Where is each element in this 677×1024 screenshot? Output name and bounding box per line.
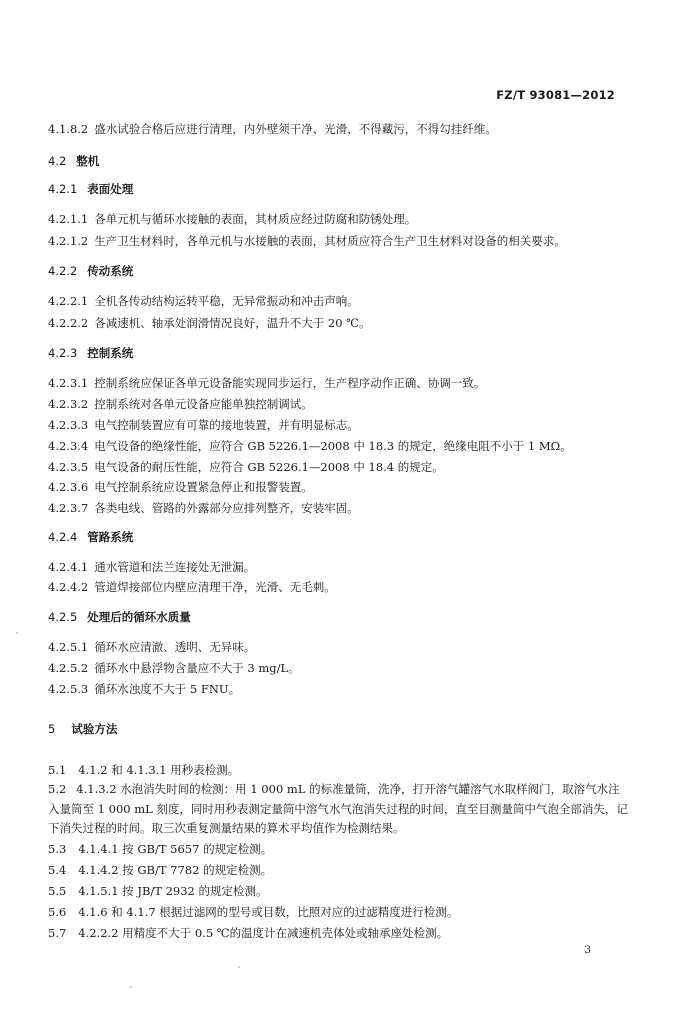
clause-4-2-3-6 — [48, 480, 313, 494]
clause-text: 各减速机、轴承处润滑情况良好，温升不大于 20 ℃。 — [94, 316, 371, 330]
clause-text: 4.1.4.2 按 GB/T 7782 的规定检测。 — [78, 863, 273, 877]
clause-text: 电气控制系统应设置紧急停止和报警装置。 — [94, 480, 313, 494]
clause-number: 4.2.3.5 — [48, 460, 89, 474]
clause-5-1 — [48, 763, 239, 777]
heading-title: 传动系统 — [87, 264, 134, 278]
heading-number: 4.2.2 — [48, 264, 78, 278]
clause-5-2 — [48, 780, 628, 839]
clause-number: 5.1 — [48, 763, 67, 777]
clause-text: 4.1.5.1 按 JB/T 2932 的规定检测。 — [78, 884, 268, 898]
heading-number: 4.2.4 — [48, 530, 78, 544]
scan-speck — [130, 986, 132, 988]
clause-number: 5.4 — [48, 863, 67, 877]
clause-number: 4.2.3.7 — [48, 501, 89, 515]
clause-text: 循环水中悬浮物含量应不大于 3 mg/L。 — [94, 661, 300, 675]
clause-number: 4.2.5.1 — [48, 640, 89, 654]
clause-number: 4.2.5.3 — [48, 682, 89, 696]
clause-number: 4.2.2.2 — [48, 316, 89, 330]
heading-4-2-3 — [48, 346, 133, 360]
heading-number: 4.2.3 — [48, 346, 78, 360]
heading-title: 管路系统 — [87, 530, 134, 544]
clause-text: 4.1.3.2 水泡消失时间的检测：用 1 000 mL 的标准量筒，洗净，打开溶气罐溶气水取样阀门，取溶气水注入量筒至 1 000 mL 刻度，同时用秒表测定量筒中溶气水气泡消失过程的时间，直至目测量筒中气泡全部消失，记下消失过程的时间。取三次重复测量结果的算术平均值作为检测结果。 — [48, 782, 628, 835]
heading-title: 控制系统 — [87, 346, 134, 360]
clause-4-2-3-7 — [48, 501, 359, 515]
clause-4-2-5-3 — [48, 682, 240, 696]
clause-number: 4.1.8.2 — [48, 122, 89, 136]
clause-text: 循环水浊度不大于 5 FNU。 — [94, 682, 241, 696]
heading-title: 试验方法 — [71, 722, 118, 736]
clause-5-3 — [48, 842, 272, 856]
clause-number: 4.2.5.2 — [48, 661, 89, 675]
clause-4-2-4-2 — [48, 580, 336, 594]
heading-number: 4.2.5 — [48, 610, 78, 624]
heading-5 — [48, 722, 117, 736]
clause-4-2-2-1 — [48, 294, 359, 308]
scan-speck — [238, 966, 240, 968]
heading-4-2-5 — [48, 610, 191, 624]
clause-5-5 — [48, 884, 268, 898]
heading-4-2-1 — [48, 182, 133, 196]
clause-4-2-3-3 — [48, 418, 359, 432]
clause-number: 5.3 — [48, 842, 67, 856]
clause-text: 生产卫生材料时，各单元机与水接触的表面，其材质应符合生产卫生材料对设备的相关要求。 — [94, 234, 566, 248]
clause-text: 循环水应清澈、透明、无异味。 — [94, 640, 256, 654]
clause-number: 4.2.4.1 — [48, 560, 89, 574]
clause-text: 控制系统对各单元设备应能单独控制调试。 — [94, 397, 313, 411]
page-number: 3 — [584, 944, 591, 956]
clause-text: 盛水试验合格后应进行清理，内外壁须干净、光滑，不得藏污，不得勾挂纤维。 — [94, 122, 497, 136]
clause-4-2-3-5 — [48, 460, 444, 474]
clause-text: 4.2.2.2 用精度不大于 0.5 ℃的温度计在减速机壳体处或轴承座处检测。 — [78, 926, 449, 940]
clause-text: 4.1.6 和 4.1.7 根据过滤网的型号或目数，比照对应的过滤精度进行检测。 — [78, 905, 459, 919]
scan-speck — [16, 632, 18, 634]
clause-4-2-4-1 — [48, 560, 255, 574]
heading-title: 处理后的循环水质量 — [87, 610, 191, 624]
heading-4-2 — [48, 154, 99, 168]
clause-number: 4.2.3.1 — [48, 376, 89, 390]
clause-number: 5.5 — [48, 884, 67, 898]
clause-number: 4.2.4.2 — [48, 580, 89, 594]
clause-4-2-1-2 — [48, 234, 566, 248]
clause-number: 4.2.1.2 — [48, 234, 89, 248]
clause-number: 4.2.3.6 — [48, 480, 89, 494]
clause-text: 管道焊接部位内壁应清理干净，光滑、无毛刺。 — [94, 580, 336, 594]
heading-title: 整机 — [76, 154, 100, 168]
clause-number: 4.2.3.3 — [48, 418, 89, 432]
clause-number: 5.6 — [48, 905, 67, 919]
heading-title: 表面处理 — [87, 182, 134, 196]
clause-text: 电气设备的耐压性能，应符合 GB 5226.1—2008 中 18.4 的规定。 — [94, 460, 444, 474]
clause-5-7 — [48, 926, 448, 940]
clause-4-1-8-2 — [48, 122, 497, 136]
clause-number: 4.2.2.1 — [48, 294, 89, 308]
clause-number: 4.2.1.1 — [48, 212, 89, 226]
clause-text: 电气设备的绝缘性能，应符合 GB 5226.1—2008 中 18.3 的规定，绝缘电阻不小于 1 MΩ。 — [94, 439, 572, 453]
heading-4-2-4 — [48, 530, 133, 544]
heading-4-2-2 — [48, 264, 133, 278]
clause-number: 5.7 — [48, 926, 67, 940]
clause-4-2-2-2 — [48, 316, 371, 330]
clause-text: 各类电线、管路的外露部分应排列整齐，安装牢固。 — [94, 501, 359, 515]
clause-text: 各单元机与循环水接触的表面，其材质应经过防腐和防锈处理。 — [94, 212, 417, 226]
clause-number: 5.2 — [48, 782, 67, 796]
clause-text: 4.1.2 和 4.1.3.1 用秒表检测。 — [78, 763, 240, 777]
heading-number: 4.2 — [48, 154, 67, 168]
clause-number: 4.2.3.4 — [48, 439, 89, 453]
clause-4-2-1-1 — [48, 212, 416, 226]
clause-text: 全机各传动结构运转平稳，无异常振动和冲击声响。 — [94, 294, 359, 308]
clause-text: 控制系统应保证各单元设备能实现同步运行，生产程序动作正确、协调一致。 — [94, 376, 486, 390]
clause-5-4 — [48, 863, 272, 877]
clause-4-2-3-1 — [48, 376, 485, 390]
heading-number: 4.2.1 — [48, 182, 78, 196]
clause-text: 4.1.4.1 按 GB/T 5657 的规定检测。 — [78, 842, 273, 856]
clause-text: 通水管道和法兰连接处无泄漏。 — [94, 560, 256, 574]
clause-4-2-3-2 — [48, 397, 313, 411]
clause-4-2-5-2 — [48, 661, 300, 675]
heading-number: 5 — [48, 722, 56, 736]
clause-4-2-5-1 — [48, 640, 255, 654]
clause-4-2-3-4 — [48, 439, 572, 453]
standard-code: FZ/T 93081—2012 — [496, 88, 615, 102]
clause-5-6 — [48, 905, 458, 919]
clause-number: 4.2.3.2 — [48, 397, 89, 411]
clause-text: 电气控制装置应有可靠的接地装置，并有明显标志。 — [94, 418, 359, 432]
